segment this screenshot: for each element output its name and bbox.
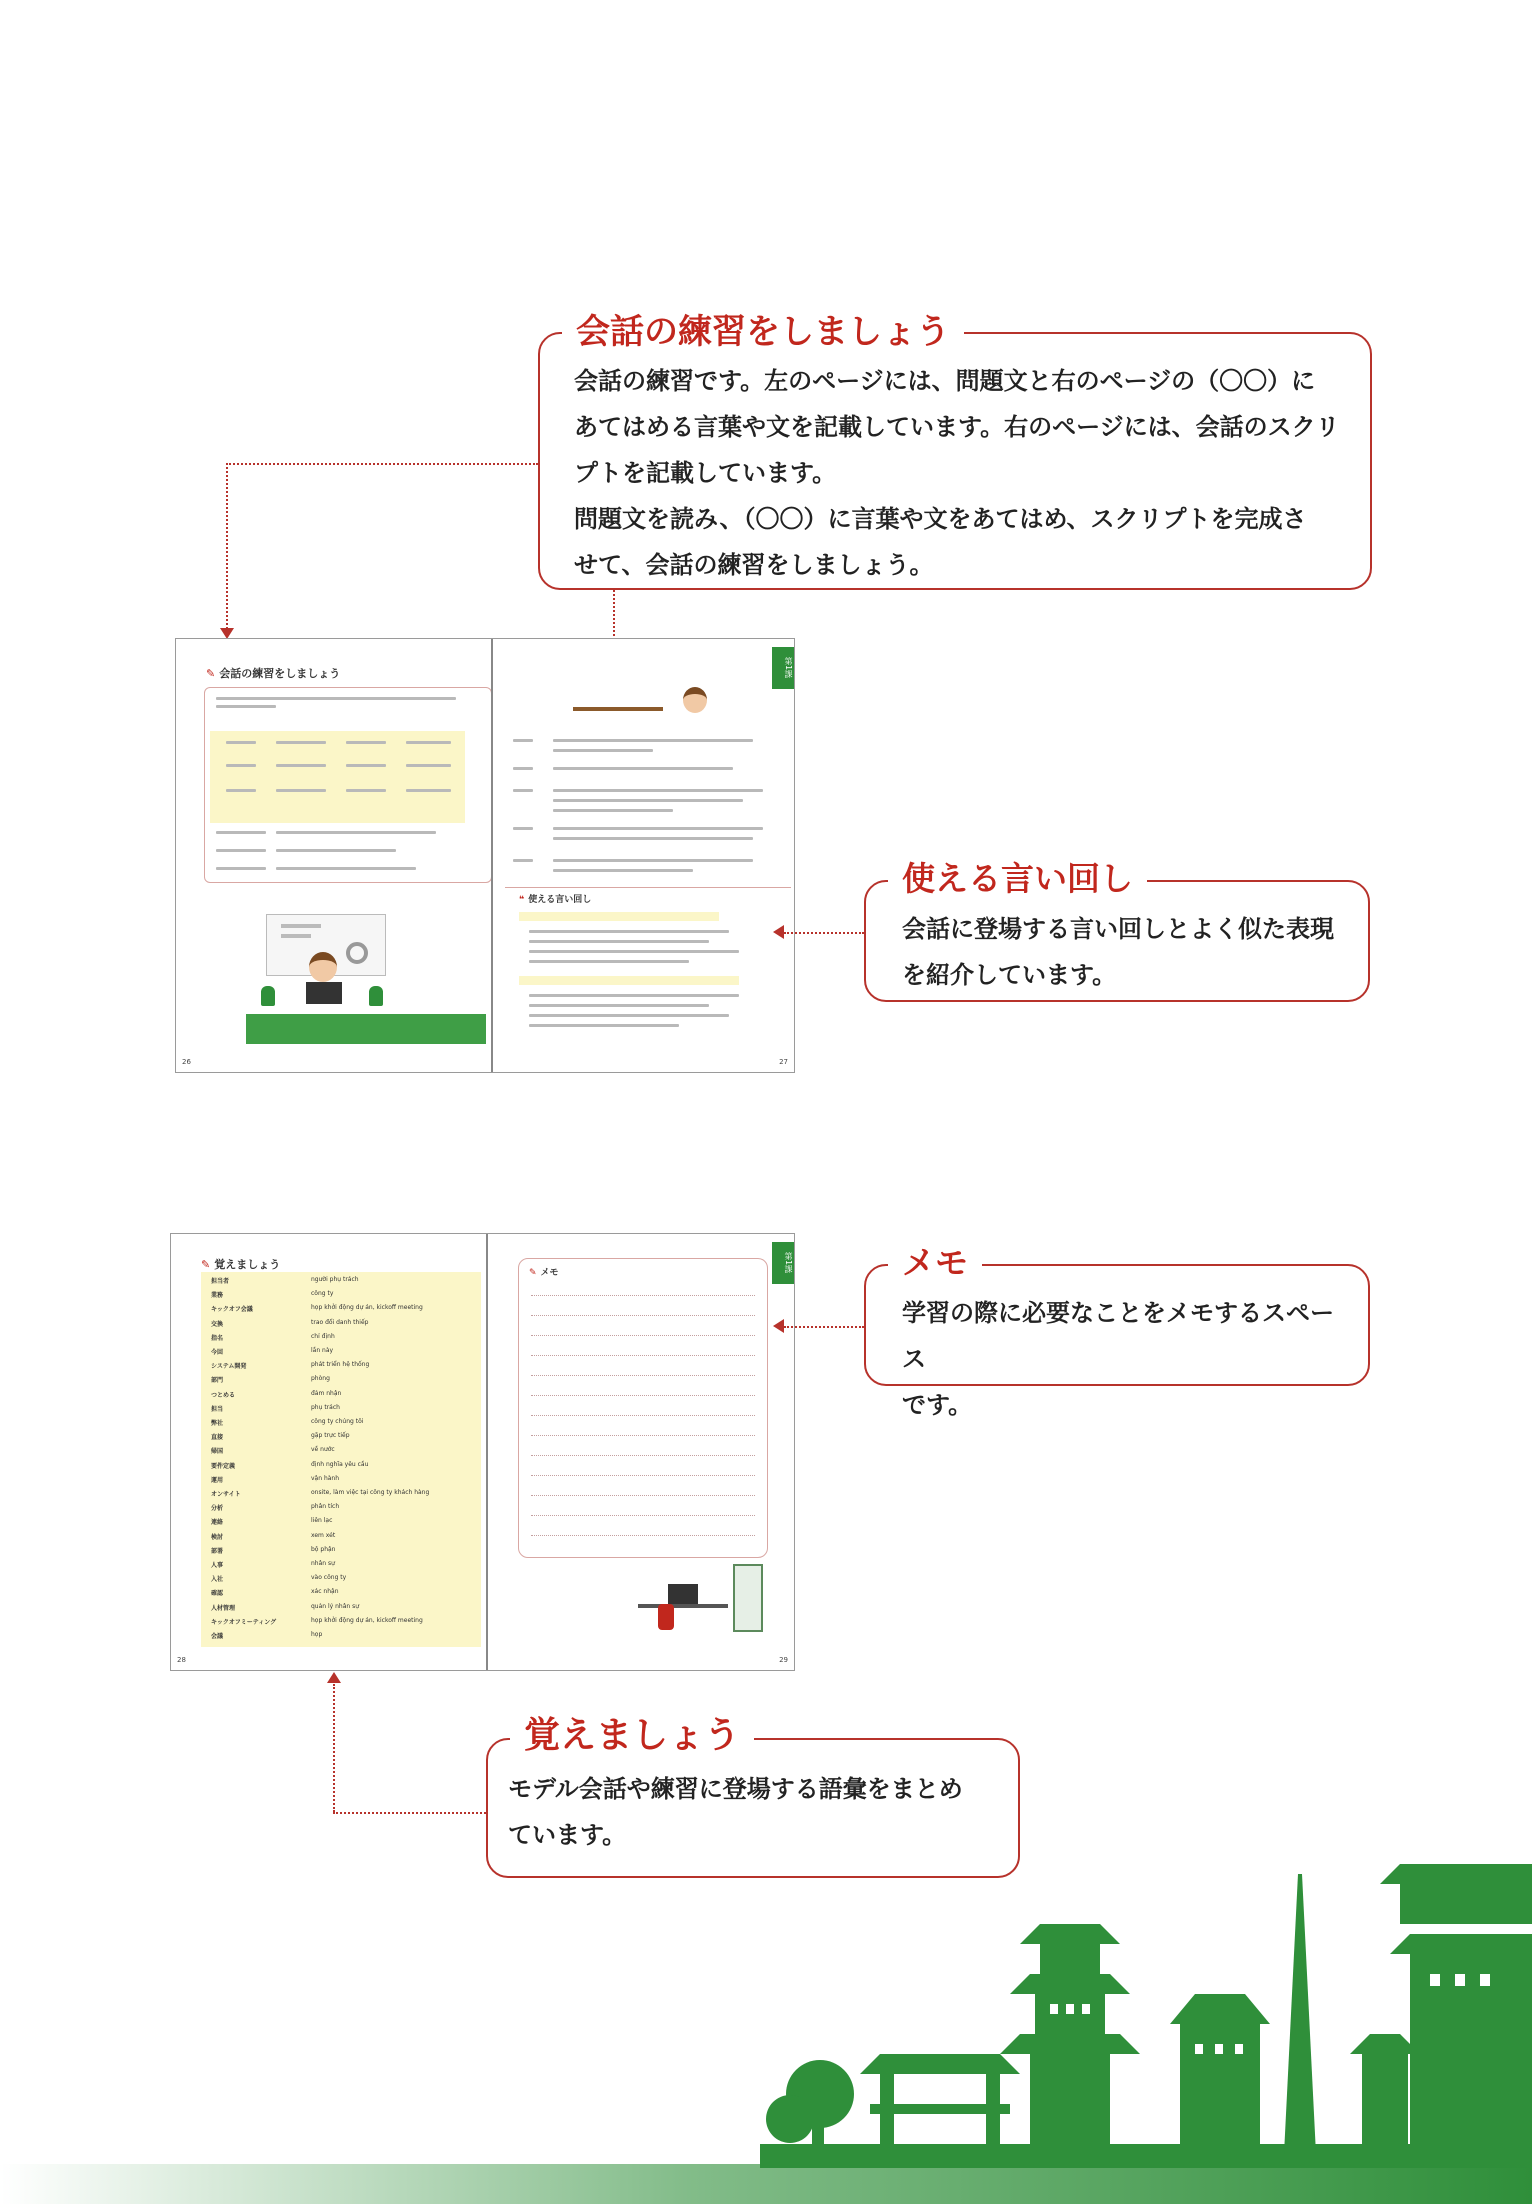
text-line — [553, 859, 753, 862]
vocab-meaning: trao đổi danh thiếp — [311, 1318, 369, 1326]
vocab-row — [171, 1404, 486, 1416]
vocab-term: システム開発 — [211, 1363, 247, 1371]
text-line — [513, 859, 533, 862]
text-line — [553, 739, 753, 742]
vocab-meaning: phòng — [311, 1375, 330, 1383]
pagoda-roof — [1020, 1924, 1120, 1944]
chart-bars — [281, 924, 321, 928]
vocab-term: 検討 — [211, 1533, 224, 1541]
vocab-row — [171, 1347, 486, 1359]
text-line — [216, 831, 266, 834]
callout-title: 使える言い回し — [888, 858, 1147, 900]
vocab-meaning: họp — [311, 1631, 323, 1638]
vocab-row — [171, 1304, 486, 1316]
text-line — [406, 789, 451, 792]
text-line — [553, 749, 653, 752]
memo-line — [531, 1415, 755, 1416]
window — [1050, 2004, 1058, 2014]
vocab-meaning: họp khởi động dự án, kickoff meeting — [311, 1616, 423, 1624]
page-number: 28 — [177, 1656, 186, 1664]
memo-box — [518, 1258, 768, 1558]
connector-line — [784, 1326, 864, 1328]
window — [1480, 1974, 1490, 1986]
vocab-meaning: onsite, làm việc tại công ty khách hàng — [311, 1489, 430, 1496]
text-line — [529, 940, 709, 943]
page-heading — [201, 1256, 280, 1272]
bookshelf — [733, 1564, 763, 1632]
vocab-row — [171, 1319, 486, 1331]
vocab-row — [171, 1489, 486, 1501]
vocab-row — [171, 1517, 486, 1529]
vocab-meaning: chỉ định — [311, 1332, 335, 1340]
vocabulary-list — [171, 1276, 486, 1656]
text-line — [529, 950, 739, 953]
vocab-meaning: phát triển hệ thống — [311, 1361, 370, 1369]
memo-line — [531, 1435, 755, 1436]
pagoda-roof — [1350, 2034, 1420, 2054]
tall-pagoda-roof — [1380, 1864, 1532, 1884]
text-line — [216, 867, 266, 870]
connector-line — [333, 1684, 335, 1812]
vocab-term: 帰国 — [211, 1448, 224, 1456]
vocab-meaning: quản lý nhân sự — [311, 1602, 360, 1610]
memo-line — [531, 1335, 755, 1336]
text-line — [226, 789, 256, 792]
highlight-strip — [519, 912, 719, 921]
connector-line — [333, 1812, 486, 1814]
tower-spire — [1284, 1874, 1316, 2154]
callout-line: せて、会話の練習をしましょう。 — [574, 551, 934, 579]
gate-roof — [860, 2054, 1020, 2074]
memo-line — [531, 1455, 755, 1456]
vocab-row — [171, 1603, 486, 1615]
vocab-row — [171, 1290, 486, 1302]
desk — [638, 1604, 728, 1608]
vocab-row — [171, 1375, 486, 1387]
phrases-section — [505, 887, 791, 1057]
pencil-icon: ✎ — [206, 667, 216, 680]
text-line — [513, 827, 533, 830]
window — [1215, 2044, 1223, 2054]
shelf — [573, 707, 663, 711]
arrow-left-icon — [773, 1319, 784, 1333]
tall-pagoda-roof — [1390, 1934, 1532, 1954]
avatar — [683, 687, 707, 713]
pie-chart — [346, 942, 368, 964]
connector-line — [226, 463, 538, 465]
vocab-term: キックオフミーティング — [211, 1618, 277, 1626]
highlight-strip — [519, 976, 739, 985]
text-line — [553, 869, 693, 872]
text-line — [346, 741, 386, 744]
page-heading — [519, 892, 591, 905]
arrow-up-icon — [327, 1672, 341, 1683]
memo-line — [531, 1495, 755, 1496]
text-line — [553, 837, 753, 840]
right-page — [493, 639, 796, 1072]
text-line — [226, 764, 256, 767]
vocab-meaning: công ty chúng tôi — [311, 1418, 364, 1425]
text-line — [553, 827, 763, 830]
text-line — [529, 1024, 679, 1027]
memo-line — [531, 1295, 755, 1296]
callout-line: です。 — [902, 1391, 973, 1419]
connector-line — [784, 932, 864, 934]
tree-icon — [766, 2095, 814, 2143]
vocab-term: 部署 — [211, 1547, 224, 1555]
vocab-row — [171, 1276, 486, 1288]
ground-strip — [0, 2164, 1532, 2204]
speech-bubble-icon: ❝ — [519, 895, 525, 905]
avatar — [309, 952, 337, 982]
callout-useful-phrases — [864, 859, 1370, 1002]
window — [1082, 2004, 1090, 2014]
vocab-term: 連絡 — [211, 1519, 224, 1527]
text-line — [529, 1014, 729, 1017]
plant-icon — [369, 986, 383, 1006]
vocab-meaning: người phụ trách — [311, 1276, 359, 1283]
vocab-row — [171, 1546, 486, 1558]
vocab-term: 部門 — [211, 1377, 224, 1385]
vocab-meaning: đảm nhận — [311, 1389, 342, 1397]
vocab-meaning: xác nhận — [311, 1588, 339, 1596]
vocab-row — [171, 1617, 486, 1629]
text-line — [276, 764, 326, 767]
vocab-row — [171, 1532, 486, 1544]
text-line — [529, 960, 689, 963]
vocab-row — [171, 1574, 486, 1586]
vocab-row — [171, 1446, 486, 1458]
vocab-meaning: lần này — [311, 1347, 334, 1354]
vocab-term: オンサイト — [211, 1491, 241, 1498]
memo-line — [531, 1515, 755, 1516]
text-line — [276, 741, 326, 744]
page-number: 29 — [779, 1656, 788, 1664]
vocab-row — [171, 1390, 486, 1402]
vocab-meaning: vào công ty — [311, 1574, 347, 1582]
vocab-term: 要件定義 — [211, 1462, 236, 1470]
memo-line — [531, 1375, 755, 1376]
vocab-meaning: công ty — [311, 1290, 334, 1298]
callout-line: モデル会話や練習に登場する語彙をまとめ — [508, 1775, 963, 1803]
window — [1195, 2044, 1203, 2054]
vocab-term: 今回 — [211, 1349, 224, 1356]
vocab-term: 交換 — [211, 1320, 224, 1328]
callout-conversation-practice — [538, 312, 1372, 590]
window — [1066, 2004, 1074, 2014]
callout-line: プトを記載しています。 — [574, 459, 837, 487]
memo-line — [531, 1315, 755, 1316]
vocab-term: 人材管理 — [211, 1604, 236, 1612]
vocab-row — [171, 1461, 486, 1473]
pagoda-body — [1030, 2054, 1110, 2154]
castle-body — [1180, 2024, 1260, 2154]
plant-icon — [261, 986, 275, 1006]
text-line — [553, 809, 673, 812]
memo-line — [531, 1475, 755, 1476]
callout-line: 会話に登場する言い回しとよく似た表現 — [902, 915, 1334, 943]
text-line — [553, 799, 743, 802]
text-line — [513, 739, 533, 742]
text-line — [216, 849, 266, 852]
text-line — [346, 789, 386, 792]
window — [1235, 2044, 1243, 2054]
vocab-term: キックオフ会議 — [211, 1306, 253, 1314]
text-line — [276, 789, 326, 792]
memo-heading — [529, 1265, 559, 1278]
page-heading — [206, 665, 340, 681]
desk-illustration — [618, 1564, 768, 1644]
page-heading-text: 会話の練習をしましょう — [219, 667, 341, 680]
text-line — [226, 741, 256, 744]
callout-title: メモ — [888, 1242, 982, 1284]
vocab-row — [171, 1361, 486, 1373]
callout-body — [902, 1290, 1352, 1428]
text-line — [513, 767, 533, 770]
callout-line: を紹介しています。 — [902, 961, 1117, 989]
chapter-tab: 第1課 — [772, 647, 794, 689]
text-line — [529, 1004, 709, 1007]
page-number: 27 — [779, 1058, 788, 1066]
vocab-meaning: về nước — [311, 1446, 335, 1454]
vocab-meaning: gặp trực tiếp — [311, 1432, 350, 1440]
memo-line — [531, 1355, 755, 1356]
castle-roof — [1170, 1994, 1270, 2024]
vocab-row — [171, 1333, 486, 1345]
window — [1430, 1974, 1440, 1986]
pencil-icon: ✎ — [201, 1258, 211, 1271]
tree-trunk — [812, 2104, 824, 2164]
text-line — [216, 697, 456, 700]
text-line — [276, 867, 416, 870]
text-line — [346, 764, 386, 767]
vocab-row — [171, 1560, 486, 1572]
tall-pagoda-body — [1400, 1884, 1532, 1924]
pagoda-body — [1040, 1944, 1100, 1974]
vocab-meaning: phụ trách — [311, 1403, 340, 1411]
text-line — [406, 741, 451, 744]
vocab-row — [171, 1503, 486, 1515]
tall-pagoda-body — [1410, 1954, 1532, 2154]
green-desk-band — [246, 1014, 486, 1044]
callout-body — [902, 906, 1352, 998]
book-spread-conversation — [175, 638, 795, 1073]
text-line — [553, 789, 763, 792]
text-line — [216, 705, 276, 708]
scene-illustration — [533, 687, 733, 727]
callout-title: 会話の練習をしましょう — [562, 310, 964, 354]
vocab-term: 担当者 — [211, 1278, 230, 1285]
chair — [658, 1604, 674, 1630]
vocab-meaning: liên lạc — [311, 1517, 333, 1525]
callout-body — [574, 358, 1350, 588]
vocab-term: 運用 — [211, 1476, 224, 1484]
page-number: 26 — [182, 1058, 191, 1066]
memo-heading-text: メモ — [540, 1268, 559, 1278]
window — [1455, 1974, 1465, 1986]
vocab-row — [171, 1588, 486, 1600]
vocab-meaning: nhân sự — [311, 1560, 335, 1567]
vocab-meaning: họp khởi động dự án, kickoff meeting — [311, 1304, 423, 1312]
gate-beam — [870, 2104, 1010, 2114]
pagoda-body — [1362, 2054, 1408, 2154]
left-page — [176, 639, 491, 1072]
vocab-meaning: vận hành — [311, 1474, 340, 1482]
vocab-meaning: phân tích — [311, 1503, 340, 1511]
vocab-term: つとめる — [211, 1391, 236, 1399]
vocab-meaning: định nghĩa yêu cầu — [311, 1460, 369, 1468]
callout-memo — [864, 1243, 1370, 1419]
text-line — [553, 767, 733, 770]
text-line — [513, 789, 533, 792]
chart-bars — [281, 934, 311, 938]
text-line — [406, 764, 451, 767]
monitor — [668, 1584, 698, 1604]
text-line — [529, 994, 739, 997]
vocab-meaning: bộ phận — [311, 1545, 336, 1553]
pagoda-roof — [1010, 1974, 1130, 1994]
callout-line: 会話の練習です。左のページには、問題文と右のページの（〇〇）に — [574, 367, 1316, 395]
laptop — [306, 982, 342, 1004]
callout-title: 覚えましょう — [510, 1714, 754, 1758]
vocab-term: 分析 — [211, 1505, 224, 1513]
text-line — [276, 849, 396, 852]
vocab-term: 会議 — [211, 1633, 224, 1640]
text-line — [529, 930, 729, 933]
green-city-skyline-illustration — [0, 1844, 1532, 2204]
page-heading-text: 使える言い回し — [528, 895, 592, 905]
vocab-row — [171, 1432, 486, 1444]
left-page — [171, 1234, 486, 1670]
pagoda-roof — [1000, 2034, 1140, 2054]
callout-line: ています。 — [508, 1821, 627, 1849]
vocab-term: 業務 — [211, 1292, 224, 1300]
note-icon: ✎ — [529, 1268, 537, 1278]
vocab-row — [171, 1418, 486, 1430]
arrow-left-icon — [773, 925, 784, 939]
vocab-row — [171, 1631, 486, 1643]
vocab-term: 人事 — [211, 1562, 224, 1569]
vocab-term: 担当 — [211, 1405, 224, 1413]
vocab-term: 指名 — [211, 1334, 224, 1342]
vocab-row — [171, 1475, 486, 1487]
vocab-term: 入社 — [211, 1576, 224, 1584]
connector-line — [226, 463, 228, 629]
right-page — [488, 1234, 796, 1670]
text-line — [276, 831, 436, 834]
callout-line: 問題文を読み、（〇〇）に言葉や文をあてはめ、スクリプトを完成さ — [574, 505, 1307, 533]
page-heading-text: 覚えましょう — [214, 1258, 281, 1271]
vocab-meaning: xem xét — [311, 1531, 336, 1539]
callout-line: あてはめる言葉や文を記載しています。右のページには、会話のスクリ — [574, 413, 1340, 441]
vocab-term: 弊社 — [211, 1420, 224, 1427]
vocab-term: 直接 — [211, 1434, 224, 1442]
chapter-tab: 第1課 — [772, 1242, 794, 1284]
memo-line — [531, 1535, 755, 1536]
memo-line — [531, 1395, 755, 1396]
callout-line: 学習の際に必要なことをメモするスペース — [902, 1299, 1334, 1373]
highlight-table — [210, 731, 465, 823]
book-spread-vocabulary — [170, 1233, 795, 1671]
vocab-term: 確認 — [211, 1590, 224, 1598]
